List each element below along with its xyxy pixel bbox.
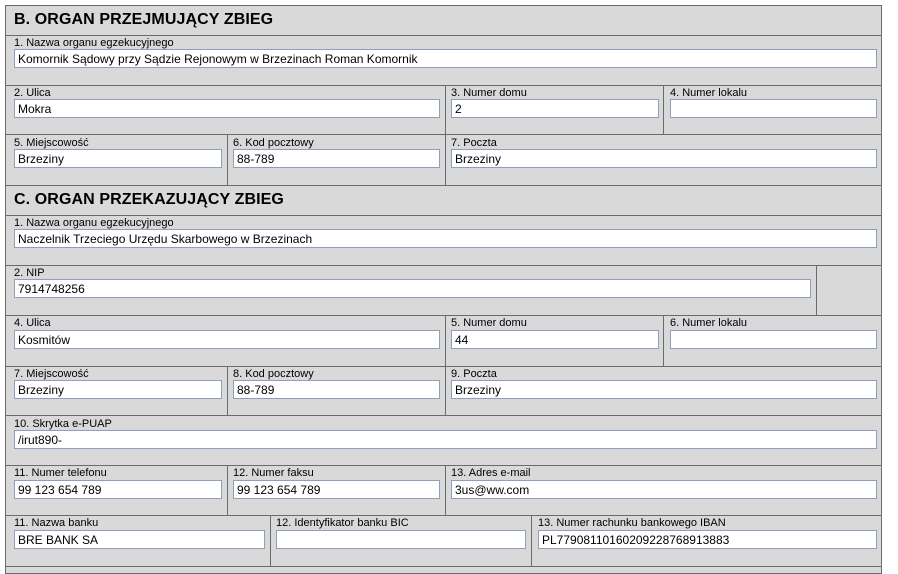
organ-name-label: 1. Nazwa organu egzekucyjnego — [14, 37, 174, 49]
bic-field[interactable] — [276, 530, 526, 549]
divider — [227, 465, 228, 515]
divider — [5, 185, 882, 186]
house-number-field[interactable] — [451, 99, 659, 118]
bank-name-field[interactable] — [14, 530, 265, 549]
nip-label: 2. NIP — [14, 267, 45, 279]
post-office-field[interactable] — [451, 149, 877, 168]
bank-name-label: 11. Nazwa banku — [14, 517, 99, 529]
divider — [663, 85, 664, 134]
flat-number-label: 6. Numer lokalu — [670, 317, 748, 329]
phone-field[interactable] — [14, 480, 222, 499]
email-label: 13. Adres e-mail — [451, 467, 531, 479]
postcode-label: 6. Kod pocztowy — [233, 137, 314, 149]
divider — [5, 566, 882, 567]
divider — [5, 134, 882, 135]
phone-label: 11. Numer telefonu — [14, 467, 107, 479]
divider — [5, 515, 882, 516]
section-b-title: B. ORGAN PRZEJMUJĄCY ZBIEG — [14, 11, 274, 28]
divider — [445, 134, 446, 185]
post-office-label: 7. Poczta — [451, 137, 497, 149]
city-label: 5. Miejscowość — [14, 137, 89, 149]
city-field[interactable] — [14, 380, 222, 399]
flat-number-field[interactable] — [670, 99, 877, 118]
divider — [227, 134, 228, 185]
divider — [5, 366, 882, 367]
postcode-field[interactable] — [233, 149, 440, 168]
flat-number-field[interactable] — [670, 330, 877, 349]
divider — [5, 415, 882, 416]
city-field[interactable] — [14, 149, 222, 168]
divider — [5, 465, 882, 466]
organ-name-field[interactable] — [14, 229, 877, 248]
postcode-label: 8. Kod pocztowy — [233, 368, 314, 380]
email-field[interactable] — [451, 480, 877, 499]
divider — [270, 515, 271, 566]
nip-field[interactable] — [14, 279, 811, 298]
street-field[interactable] — [14, 330, 440, 349]
divider — [5, 265, 882, 266]
street-label: 4. Ulica — [14, 317, 51, 329]
divider — [531, 515, 532, 566]
divider — [5, 315, 882, 316]
divider — [445, 465, 446, 515]
divider — [445, 366, 446, 415]
street-field[interactable] — [14, 99, 440, 118]
divider — [5, 85, 882, 86]
flat-number-label: 4. Numer lokalu — [670, 87, 748, 99]
post-office-field[interactable] — [451, 380, 877, 399]
organ-name-field[interactable] — [14, 49, 877, 68]
postcode-field[interactable] — [233, 380, 440, 399]
epuap-field[interactable] — [14, 430, 877, 449]
epuap-label: 10. Skrytka e-PUAP — [14, 418, 112, 430]
divider — [445, 85, 446, 134]
divider — [227, 366, 228, 415]
section-c-title: C. ORGAN PRZEKAZUJĄCY ZBIEG — [14, 191, 284, 208]
house-number-field[interactable] — [451, 330, 659, 349]
divider — [445, 315, 446, 366]
iban-field[interactable] — [538, 530, 877, 549]
bic-label: 12. Identyfikator banku BIC — [276, 517, 409, 529]
iban-label: 13. Numer rachunku bankowego IBAN — [538, 517, 726, 529]
divider — [816, 265, 817, 315]
house-number-label: 5. Numer domu — [451, 317, 527, 329]
fax-label: 12. Numer faksu — [233, 467, 314, 479]
fax-field[interactable] — [233, 480, 440, 499]
post-office-label: 9. Poczta — [451, 368, 497, 380]
divider — [5, 35, 882, 36]
street-label: 2. Ulica — [14, 87, 51, 99]
organ-name-label: 1. Nazwa organu egzekucyjnego — [14, 217, 174, 229]
house-number-label: 3. Numer domu — [451, 87, 527, 99]
divider — [663, 315, 664, 366]
divider — [5, 215, 882, 216]
city-label: 7. Miejscowość — [14, 368, 89, 380]
